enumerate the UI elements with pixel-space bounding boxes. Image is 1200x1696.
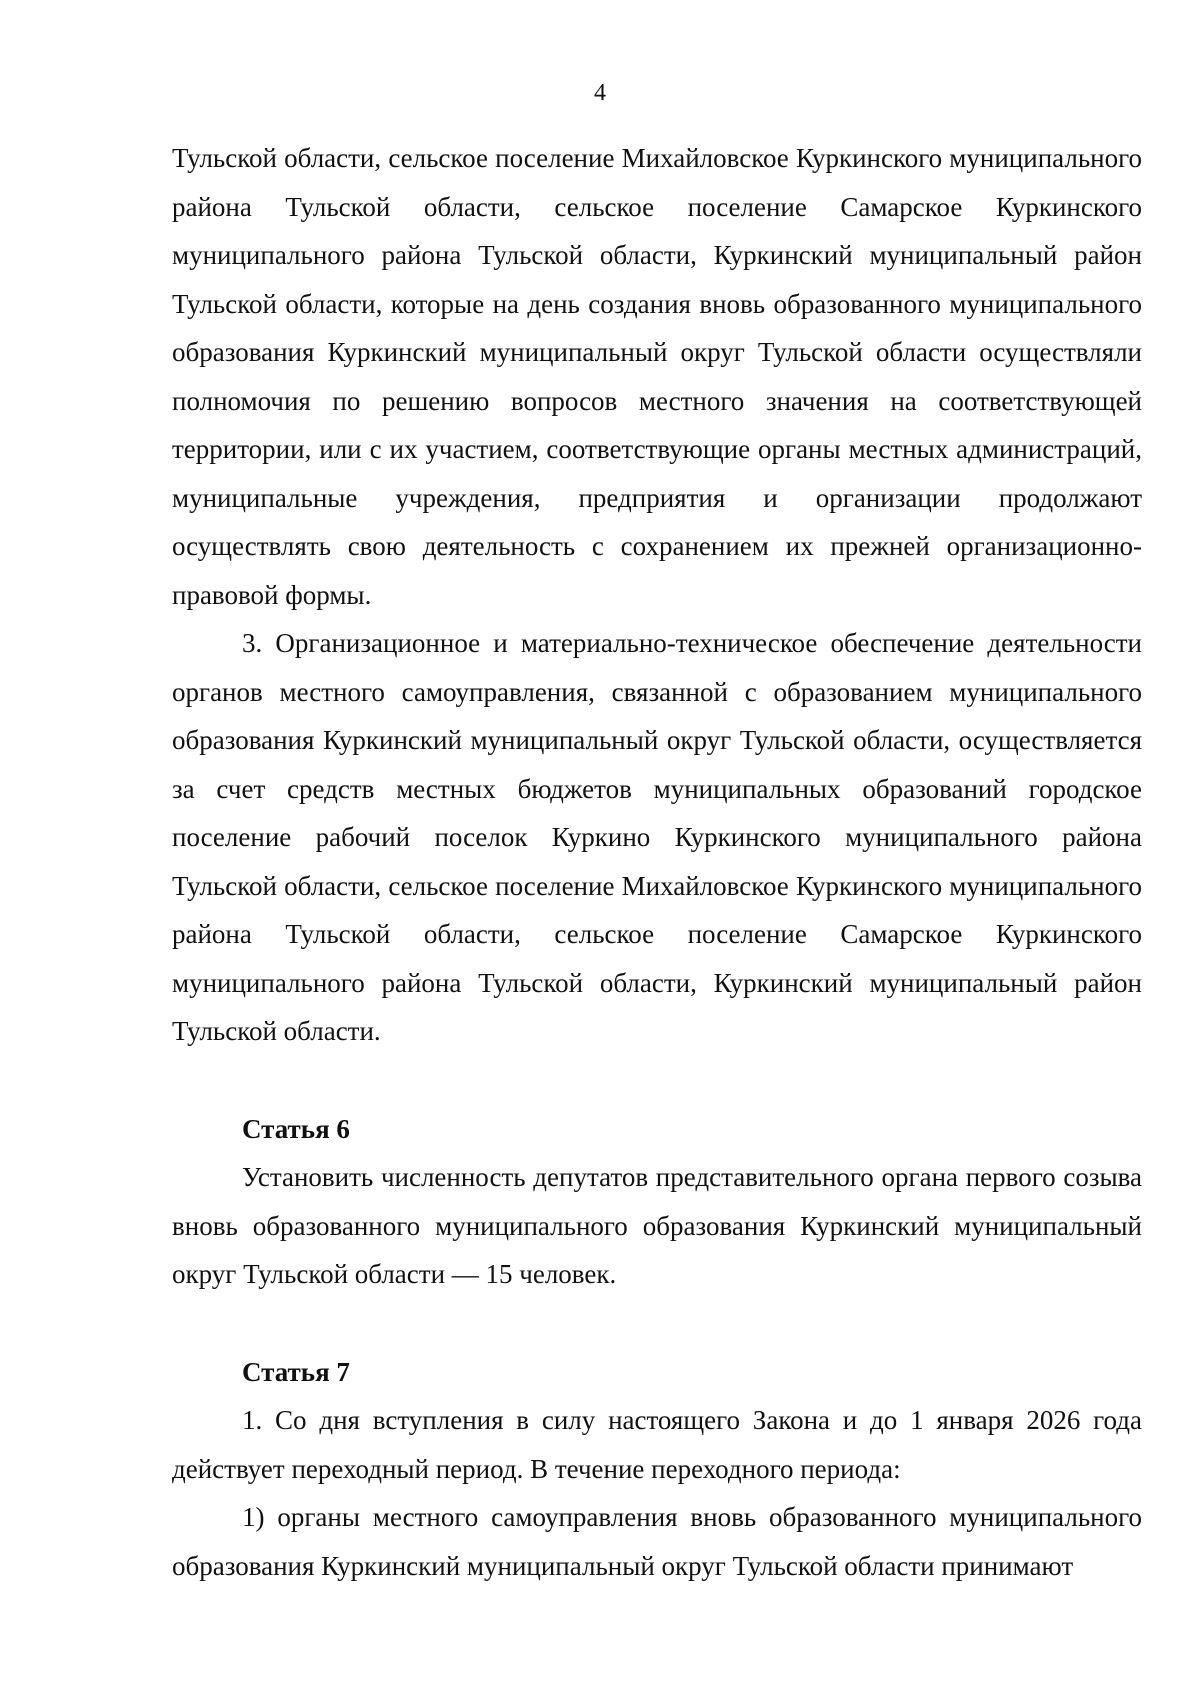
article-7-subitem-1: 1) органы местного самоуправления вновь образованного муниципального образования Куркинский муниципальный округ Тульской области принимают [172,1502,1142,1581]
paragraph-item-3: 3. Организационное и материально-техническое обеспечение деятельности органов местного самоуправления, связанной с образованием муниципального образования Куркинский муниципальный округ Тульской области, осуществляется за счет средств местных бюджетов муниципальных образований городское поселение рабочий поселок Куркино Куркинского муниципального района Тульской области, сельское поселение Михайловское Куркинского муниципального района Тульской области, сельское поселение Самарское Куркинского муниципального района Тульской области, Куркинский муниципальный район Тульской области. [172,628,1142,1046]
article-6-text: Установить численность депутатов представительного органа первого созыва вновь образованного муниципального образования Куркинский муниципальный округ Тульской области — 15 человек. [172,1162,1142,1289]
article-7-item-1: 1. Со дня вступления в силу настоящего Закона и до 1 января 2026 года действует переходный период. В течение переходного периода: [172,1405,1142,1484]
page-number: 4 [594,80,606,106]
paragraph-continuation: Тульской области, сельское поселение Михайловское Куркинского муниципального района Тульской области, сельское поселение Самарское Куркинского муниципального района Тульской области, Куркинский муниципальный район Тульской области, которые на день создания вновь образованного муниципального образования Куркинский муниципальный округ Тульской области осуществляли полномочия по решению вопросов местного значения на соответствующей территории, или с их участием, соответствующие органы местных администраций, муниципальные учреждения, предприятия и организации продолжают осуществлять свою деятельность с сохранением их прежней организационно-правовой формы. [172,143,1142,610]
article-7-heading: Статья 7 [242,1356,350,1387]
article-6-heading: Статья 6 [242,1113,350,1144]
document-body [172,134,1142,1590]
